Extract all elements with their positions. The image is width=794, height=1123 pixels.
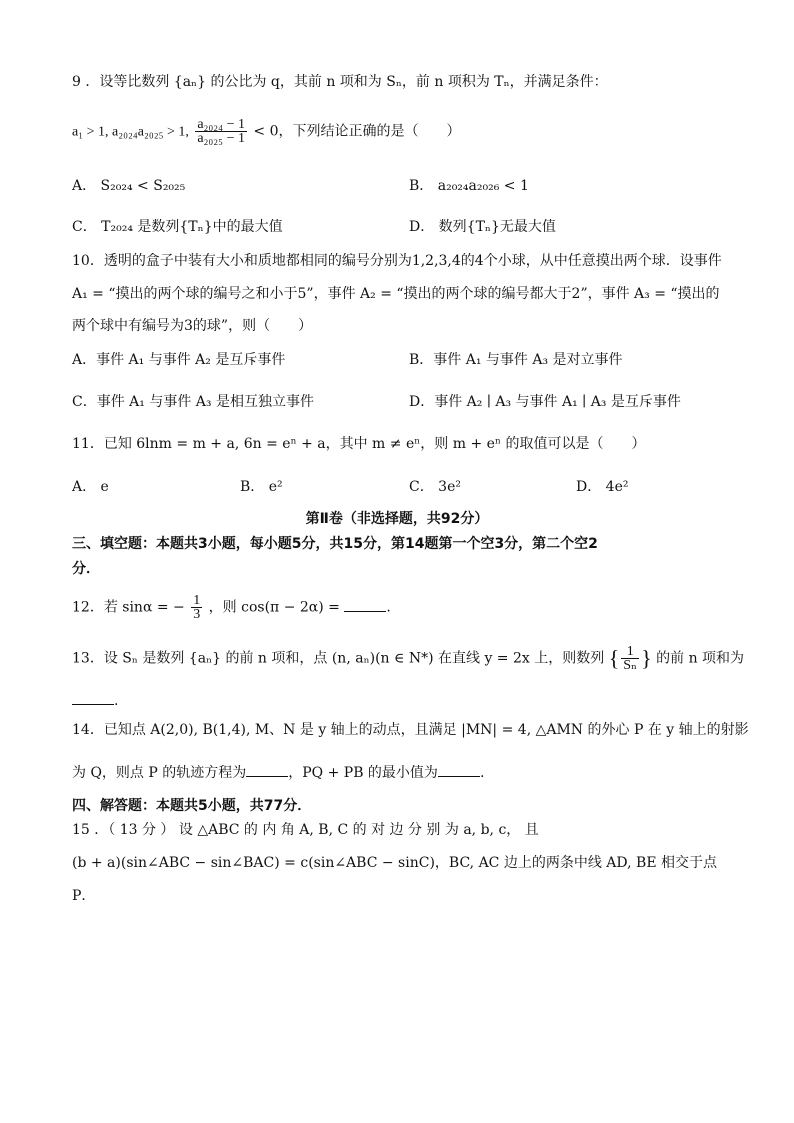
q12-line — [72, 594, 722, 621]
q10-option-b: B．事件 A₁ 与事件 A₃ 是对立事件 — [409, 352, 623, 368]
q9-condition-suffix: < 0，下列结论正确的是（ ） — [253, 123, 461, 140]
q9-options-row1 — [72, 176, 722, 196]
q9-stem-line1: 9 ．设等比数列 {aₙ} 的公比为 q，其前 n 项和为 Sₙ，前 n 项积为 Tₙ，并满足条件： — [72, 74, 608, 90]
q11-option-a: A． e — [72, 479, 109, 495]
q14-line2 — [72, 762, 722, 783]
q15-line1: 15 ．（ 13 分 ） 设 △ABC 的 内 角 A, B, C 的 对 边 分 别 为 a, b, c， 且 — [72, 822, 539, 838]
q13-answer-blank[interactable] — [72, 690, 114, 705]
q9-option-c: C． T₂₀₂₄ 是数列{Tₙ}中的最大值 — [72, 219, 283, 235]
q10-stem-line1: 10．透明的盒子中装有大小和质地都相同的编号分别为1,2,3,4的4个小球，从中任意摸出两个球．设事件 — [72, 253, 722, 269]
q10-option-a: A．事件 A₁ 与事件 A₂ 是互斥事件 — [72, 352, 286, 368]
q12-frac-denominator: 3 — [193, 607, 201, 622]
q14-end: . — [479, 765, 485, 781]
q12-suffix: ，则 cos(π − 2α) = — [208, 599, 340, 616]
q12-end: . — [386, 599, 391, 616]
q11-option-c: C． 3e² — [409, 479, 461, 495]
q13-line1 — [72, 644, 745, 673]
q13-fraction — [621, 645, 639, 672]
q11-option-b: B． e² — [240, 479, 283, 495]
q10-stem-line3: 两个球中有编号为3的球”，则（ ） — [72, 318, 313, 334]
section3-header-line2: 分． — [72, 561, 100, 577]
q9-frac-denominator: a₂₀₂₅ − 1 — [197, 131, 245, 146]
section4-header: 四、解答题：本题共5小题，共77分． — [72, 798, 312, 814]
q14-answer-blank-1[interactable] — [246, 762, 288, 777]
q12-answer-blank[interactable] — [344, 597, 386, 612]
part2-title: 第Ⅱ卷（非选择题，共92分） — [305, 511, 489, 527]
q13-brace-right: } — [641, 645, 652, 671]
q11-stem: 11．已知 6lnm = m + a, 6n = eⁿ + a，其中 m ≠ eⁿ，则 m + eⁿ 的取值可以是（ ） — [72, 436, 646, 452]
q11-option-d: D． 4e² — [576, 479, 629, 495]
q10-option-d: D．事件 A₂ ∣ A₃ 与事件 A₁ ∣ A₃ 是互斥事件 — [409, 394, 681, 410]
q13-prefix: 13．设 Sₙ 是数列 {aₙ} 的前 n 项和，点 (n, aₙ)(n ∈ N*) 在直线 y = 2x 上，则数列 — [72, 650, 605, 667]
q9-option-d: D． 数列{Tₙ}无最大值 — [409, 219, 556, 235]
q10-option-c: C．事件 A₁ 与事件 A₃ 是相互独立事件 — [72, 394, 314, 410]
q9-option-a: A． S₂₀₂₄ < S₂₀₂₅ — [72, 178, 186, 194]
q13-frac-denominator: Sₙ — [623, 658, 638, 673]
q10-stem-line2: A₁ = “摸出的两个球的编号之和小于5”，事件 A₂ = “摸出的两个球的编号都大于2”，事件 A₃ = “摸出的 — [72, 286, 720, 302]
q9-condition-fraction — [195, 118, 247, 145]
q13-end: . — [114, 693, 119, 709]
q15-line2: (b + a)(sin∠ABC − sin∠BAC) = c(sin∠ABC − sinC)，BC, AC 边上的两条中线 AD, BE 相交于点 — [72, 855, 717, 871]
q12-fraction — [191, 594, 202, 621]
q12-prefix: 12．若 sinα = − — [72, 599, 185, 616]
q13-line2 — [72, 690, 722, 711]
q12-frac-numerator: 1 — [193, 593, 201, 608]
q9-frac-numerator: a₂₀₂₄ − 1 — [197, 117, 245, 132]
section3-header-line1: 三、填空题：本题共3小题，每小题5分，共15分，第14题第一个空3分，第二个空2 — [72, 536, 598, 552]
q14-line2-part1: 为 Q，则点 P 的轨迹方程为 — [72, 765, 247, 781]
q9-options-row2 — [72, 217, 722, 237]
q13-suffix: 的前 n 项和为 — [656, 650, 745, 667]
q9-condition-prefix: a₁ > 1, a₂₀₂₄a₂₀₂₅ > 1, — [72, 124, 189, 140]
q14-answer-blank-2[interactable] — [438, 762, 480, 777]
q13-frac-numerator: 1 — [621, 645, 639, 659]
q15-line3: P． — [72, 888, 96, 904]
q13-brace-left: { — [608, 645, 620, 671]
q9-stem-line2 — [72, 118, 722, 145]
q10-options-row2 — [72, 392, 722, 412]
q14-line2-part2: ，PQ + PB 的最小值为 — [288, 765, 438, 781]
q14-line1: 14．已知点 A(2,0), B(1,4), M、N 是 y 轴上的动点，且满足 |MN| = 4, △AMN 的外心 P 在 y 轴上的射影 — [72, 722, 749, 738]
q9-option-b: B． a₂₀₂₄a₂₀₂₆ < 1 — [409, 178, 529, 194]
q10-options-row1 — [72, 350, 722, 370]
